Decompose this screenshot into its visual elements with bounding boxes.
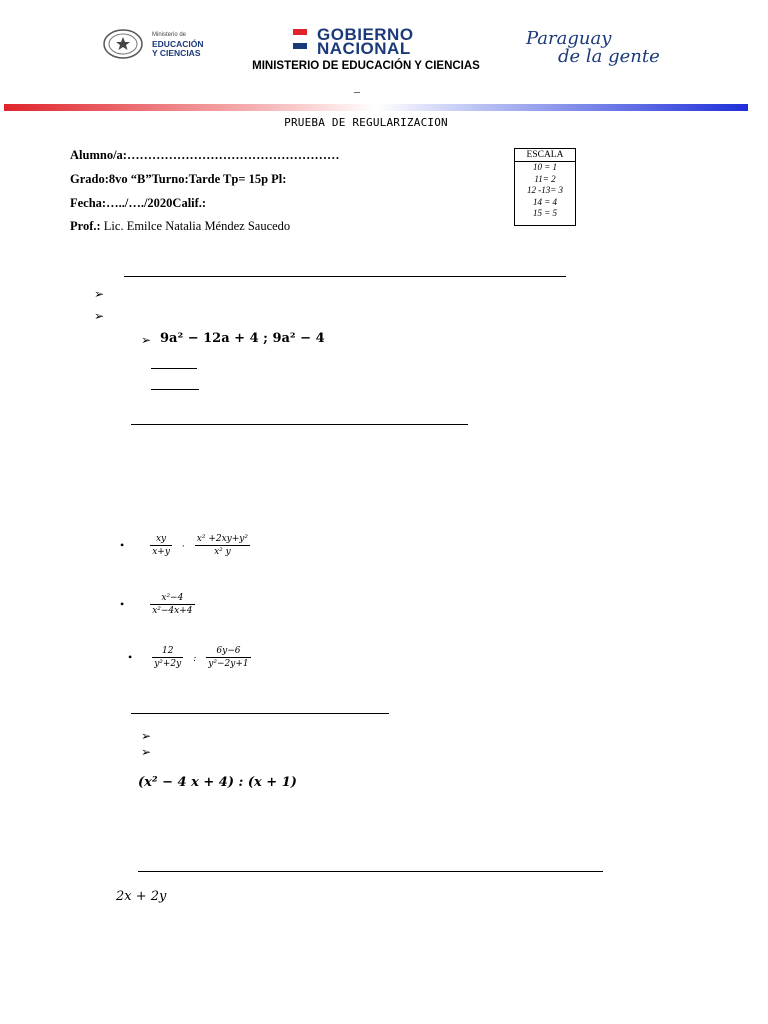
section2-title-line (131, 424, 468, 425)
slogan-line1: Paraguay (526, 28, 612, 49)
fraction (150, 533, 172, 558)
ministry-logo-small: Ministerio de (152, 32, 187, 38)
fraction-denominator: y²+2y (154, 659, 182, 669)
list-bullet: • (120, 538, 125, 553)
fraction-item-1 (120, 533, 250, 558)
arrow-bullet: ➢ (141, 745, 152, 759)
escala-item: 11= 2 (534, 173, 556, 184)
escala-header: ESCALA (515, 149, 575, 162)
prof-name: Lic. Emilce Natalia Méndez Saucedo (100, 219, 291, 233)
fraction-numerator: 6y−6 (206, 645, 250, 658)
header-gradient-bar (4, 104, 748, 111)
fraction (206, 645, 250, 670)
fraction (152, 645, 183, 670)
paraguay-flag-icon (293, 29, 307, 49)
fraction-numerator: x² +2xy+y² (196, 534, 248, 544)
fecha-line: Fecha:…../…./2020Calif.: (70, 196, 207, 210)
arrow-bullet: ➢ (94, 309, 105, 323)
slogan-line2: de la gente (558, 46, 660, 67)
ministry-title: MINISTERIO DE EDUCACIÓN Y CIENCIAS (252, 60, 480, 72)
section3-title-line (131, 713, 389, 714)
fraction-denominator: x+y (152, 547, 170, 557)
fraction-denominator: x²−4x+4 (152, 606, 193, 616)
fraction-numerator: x²−4 (150, 592, 194, 605)
division-expression: (x² − 4 x + 4) : (x + 1) (138, 775, 297, 790)
prof-line (70, 219, 290, 234)
section1-title-line (124, 276, 566, 277)
list-bullet: • (128, 650, 133, 665)
arrow-bullet: ➢ (94, 287, 105, 301)
ministry-logo-line2: Y CIENCIAS (152, 48, 201, 58)
fraction-item-3 (128, 645, 251, 670)
answer-blank-line (151, 389, 199, 390)
arrow-bullet: ➢ (141, 729, 152, 743)
operator: : (193, 654, 197, 665)
fraction (195, 533, 250, 558)
fraction-denominator: x² y (214, 547, 231, 557)
fraction-item-2 (120, 592, 195, 617)
grado-line: Grado:8vo “B”Turno:Tarde Tp= 15p Pl: (70, 172, 287, 186)
escala-item: 12 -13= 3 (526, 185, 564, 195)
gobierno-line1: GOBIERNO (317, 25, 414, 44)
ministry-logo-line1: EDUCACIÓN (152, 39, 204, 49)
arrow-bullet: ➢ (141, 333, 152, 347)
ministry-logo-text (152, 31, 203, 58)
alumno-line: Alumno/a:…………………………………………… (70, 148, 340, 162)
test-title: PRUEBA DE REGULARIZACION (284, 116, 448, 129)
gobierno-line2: NACIONAL (317, 39, 411, 58)
escala-item: 15 = 5 (532, 208, 558, 218)
fraction-denominator: y²−2y+1 (208, 659, 249, 669)
prof-label: Prof.: (70, 219, 101, 233)
escala-box (514, 148, 576, 226)
expression-2x-2y: 2x + 2y (116, 889, 167, 904)
answer-blank-line (151, 368, 197, 369)
list-bullet: • (120, 597, 125, 612)
factor-expression: 9a² − 12a + 4 ; 9a² − 4 (160, 331, 325, 346)
header-dash: – (354, 84, 360, 98)
fraction-numerator: 12 (152, 645, 183, 658)
ministry-seal-icon (102, 28, 144, 60)
escala-item: 14 = 4 (532, 196, 558, 207)
fraction (150, 592, 194, 617)
section4-title-line (138, 871, 603, 872)
escala-item: 10 = 1 (532, 162, 558, 172)
operator: · (181, 542, 185, 553)
fraction-numerator: xy (150, 533, 172, 546)
